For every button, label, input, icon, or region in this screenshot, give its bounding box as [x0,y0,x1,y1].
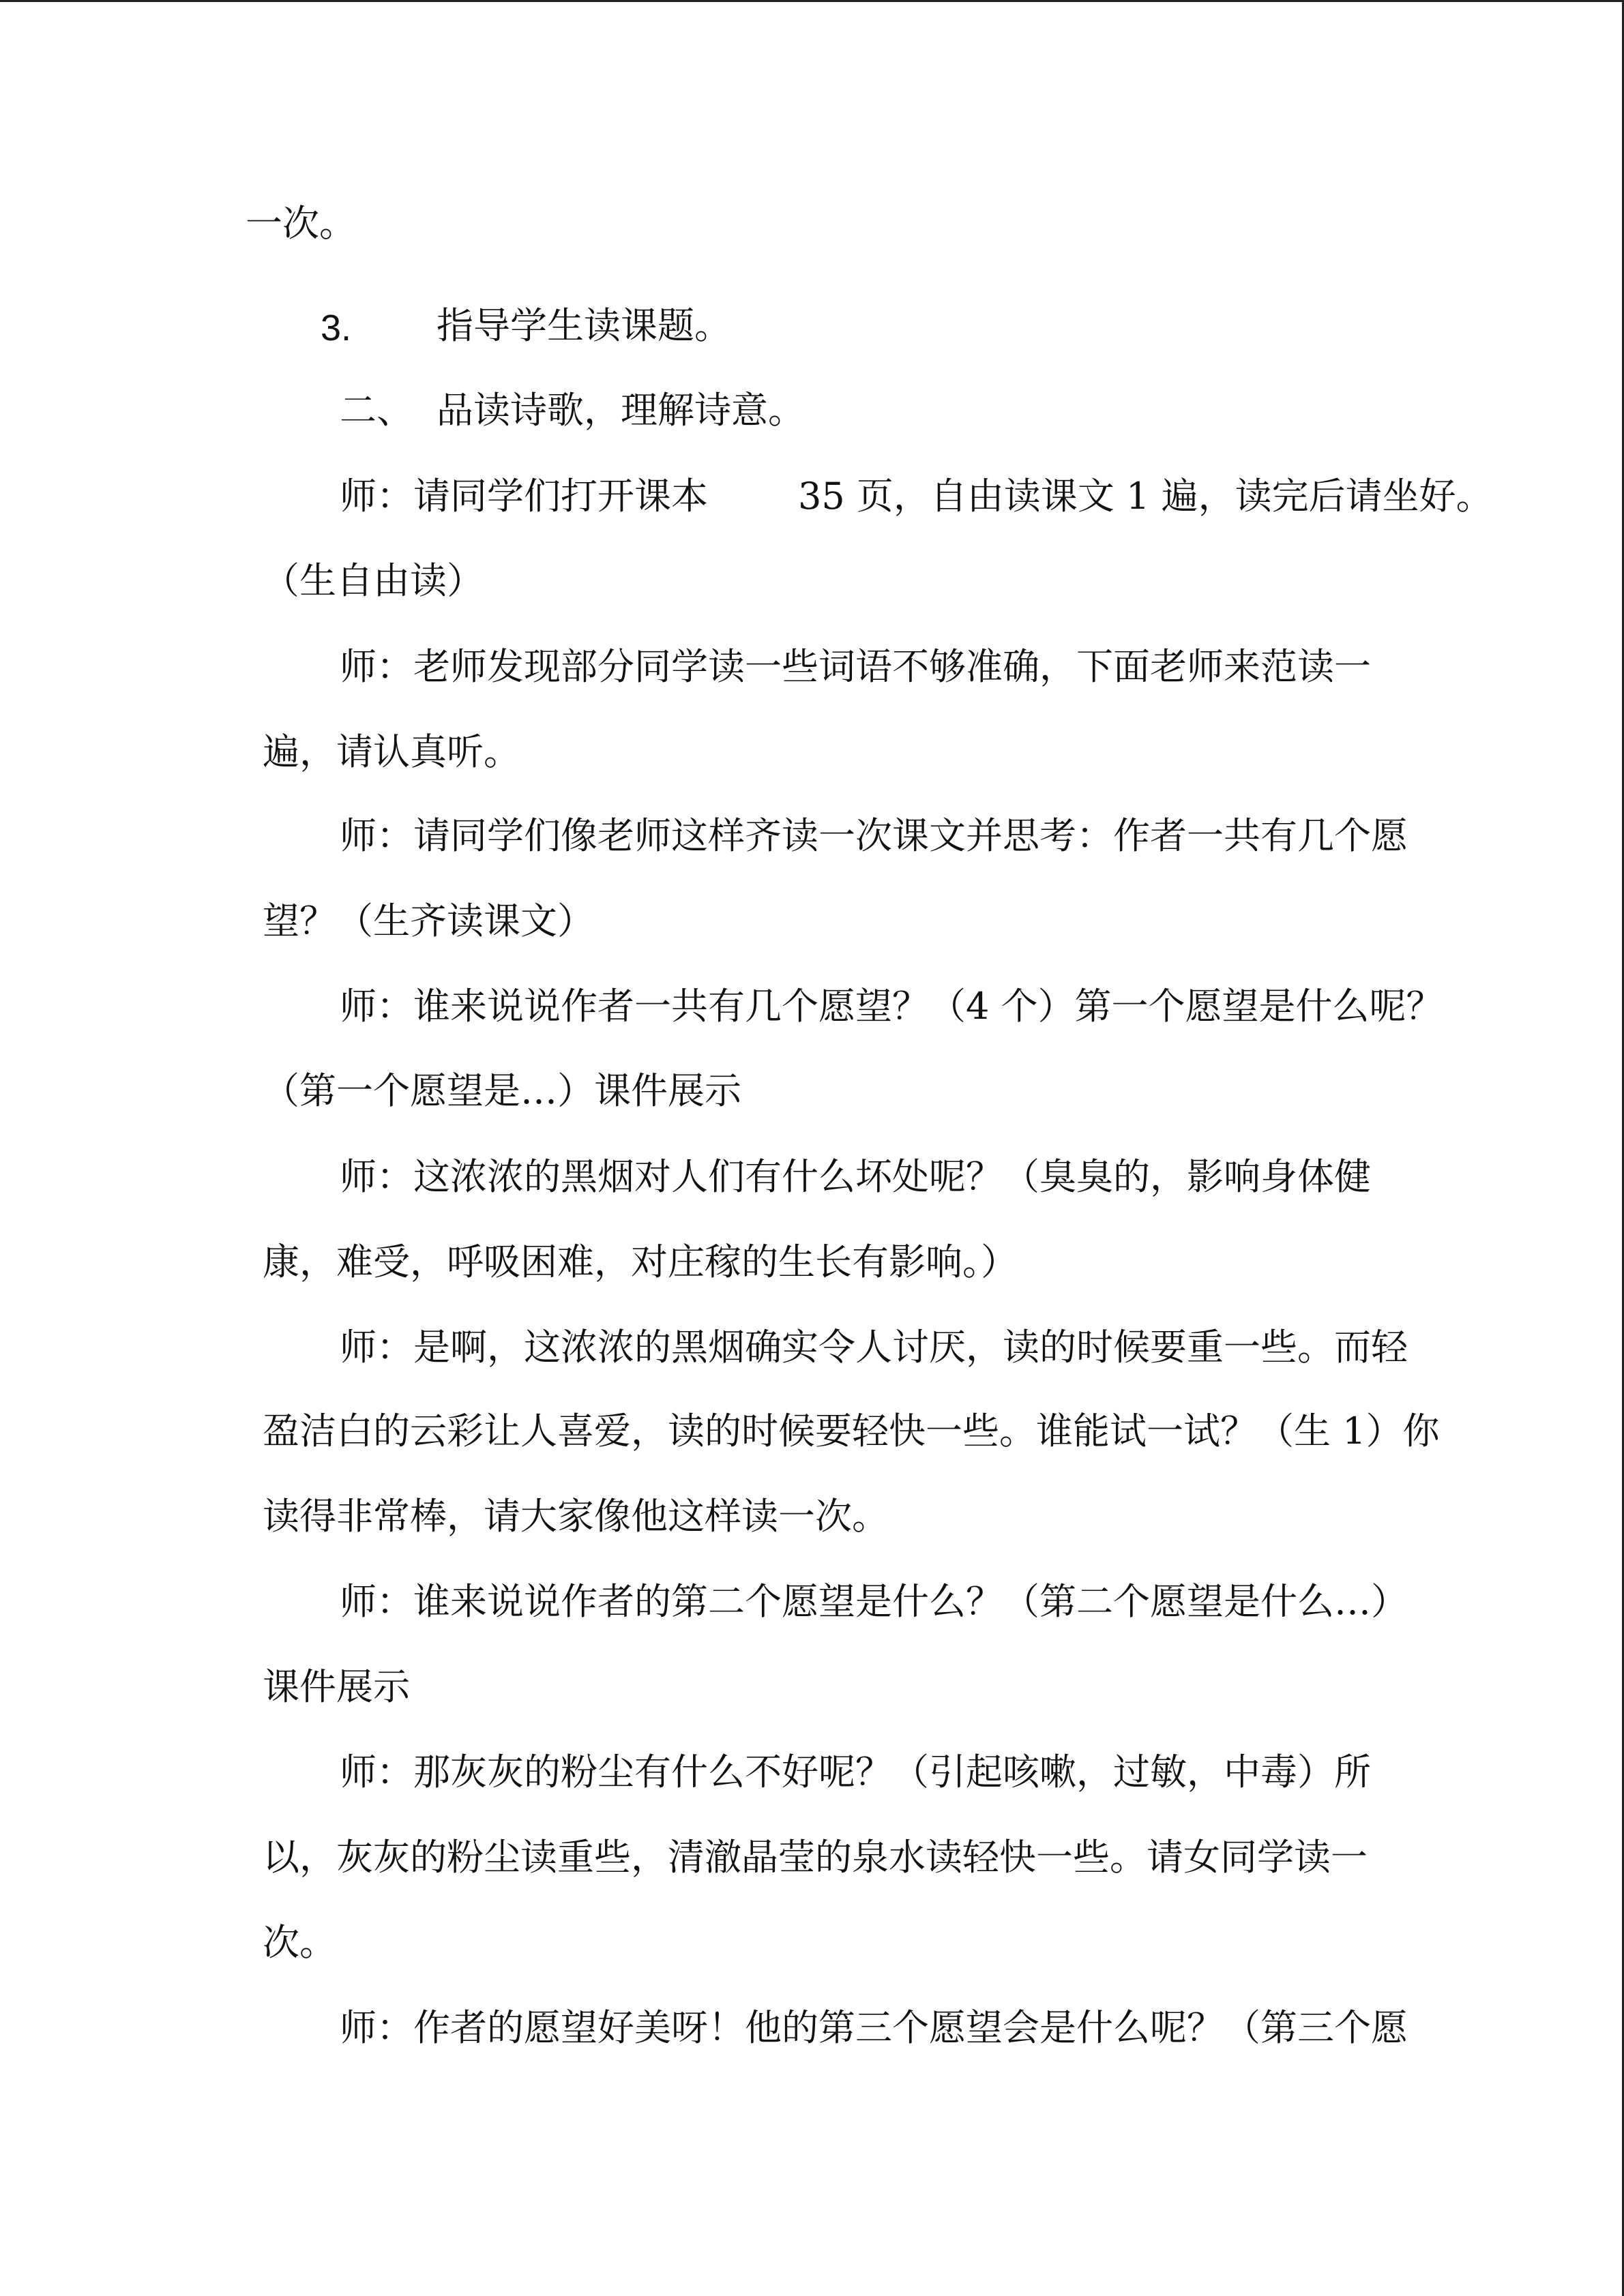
text-line: 师：请同学们打开课本 [340,475,708,518]
text-line: （第一个愿望是…）课件展示 [263,1069,741,1112]
text-line: 师：老师发现部分同学读一些词语不够准确，下面老师来范读一 [340,645,1371,688]
section-number: 二、 [340,389,413,432]
text-line: 35 页，自由读课文 1 遍，读完后请坐好。 [798,475,1493,518]
text-line: 师：请同学们像老师这样齐读一次课文并思考：作者一共有几个愿 [340,814,1408,857]
text-line: 康，难受，呼吸困难，对庄稼的生长有影响。） [263,1240,1018,1283]
text-line: 次。 [263,1921,336,1964]
text-line: 指导学生读课题。 [437,304,731,347]
text-line: 师：是啊，这浓浓的黑烟确实令人讨厌，读的时候要重一些。而轻 [340,1326,1408,1369]
text-line: 师：谁来说说作者一共有几个愿望？（4 个）第一个愿望是什么呢？ [340,985,1443,1028]
text-line: 一次。 [246,202,356,245]
list-number: 3. [321,308,352,348]
text-line: 师：谁来说说作者的第二个愿望是什么？（第二个愿望是什么…） [340,1580,1408,1623]
text-line: 师：这浓浓的黑烟对人们有什么坏处呢？（臭臭的，影响身体健 [340,1155,1371,1198]
text-line: 师：作者的愿望好美呀！他的第三个愿望会是什么呢？（第三个愿 [340,2006,1408,2049]
text-line: 师：那灰灰的粉尘有什么不好呢？（引起咳嗽，过敏，中毒）所 [340,1750,1371,1793]
text-line: 遍，请认真听。 [263,730,520,773]
text-line: 盈洁白的云彩让人喜爱，读的时候要轻快一些。谁能试一试？（生 1）你 [263,1410,1440,1452]
section-heading: 品读诗歌，理解诗意。 [437,389,805,432]
text-line: （生自由读） [263,559,484,602]
text-line: 以，灰灰的粉尘读重些，清澈晶莹的泉水读轻快一些。请女同学读一 [263,1836,1368,1879]
text-line: 课件展示 [263,1665,410,1708]
text-line: 望？（生齐读课文） [263,899,594,942]
text-line: 读得非常棒，请大家像他这样读一次。 [263,1495,889,1538]
